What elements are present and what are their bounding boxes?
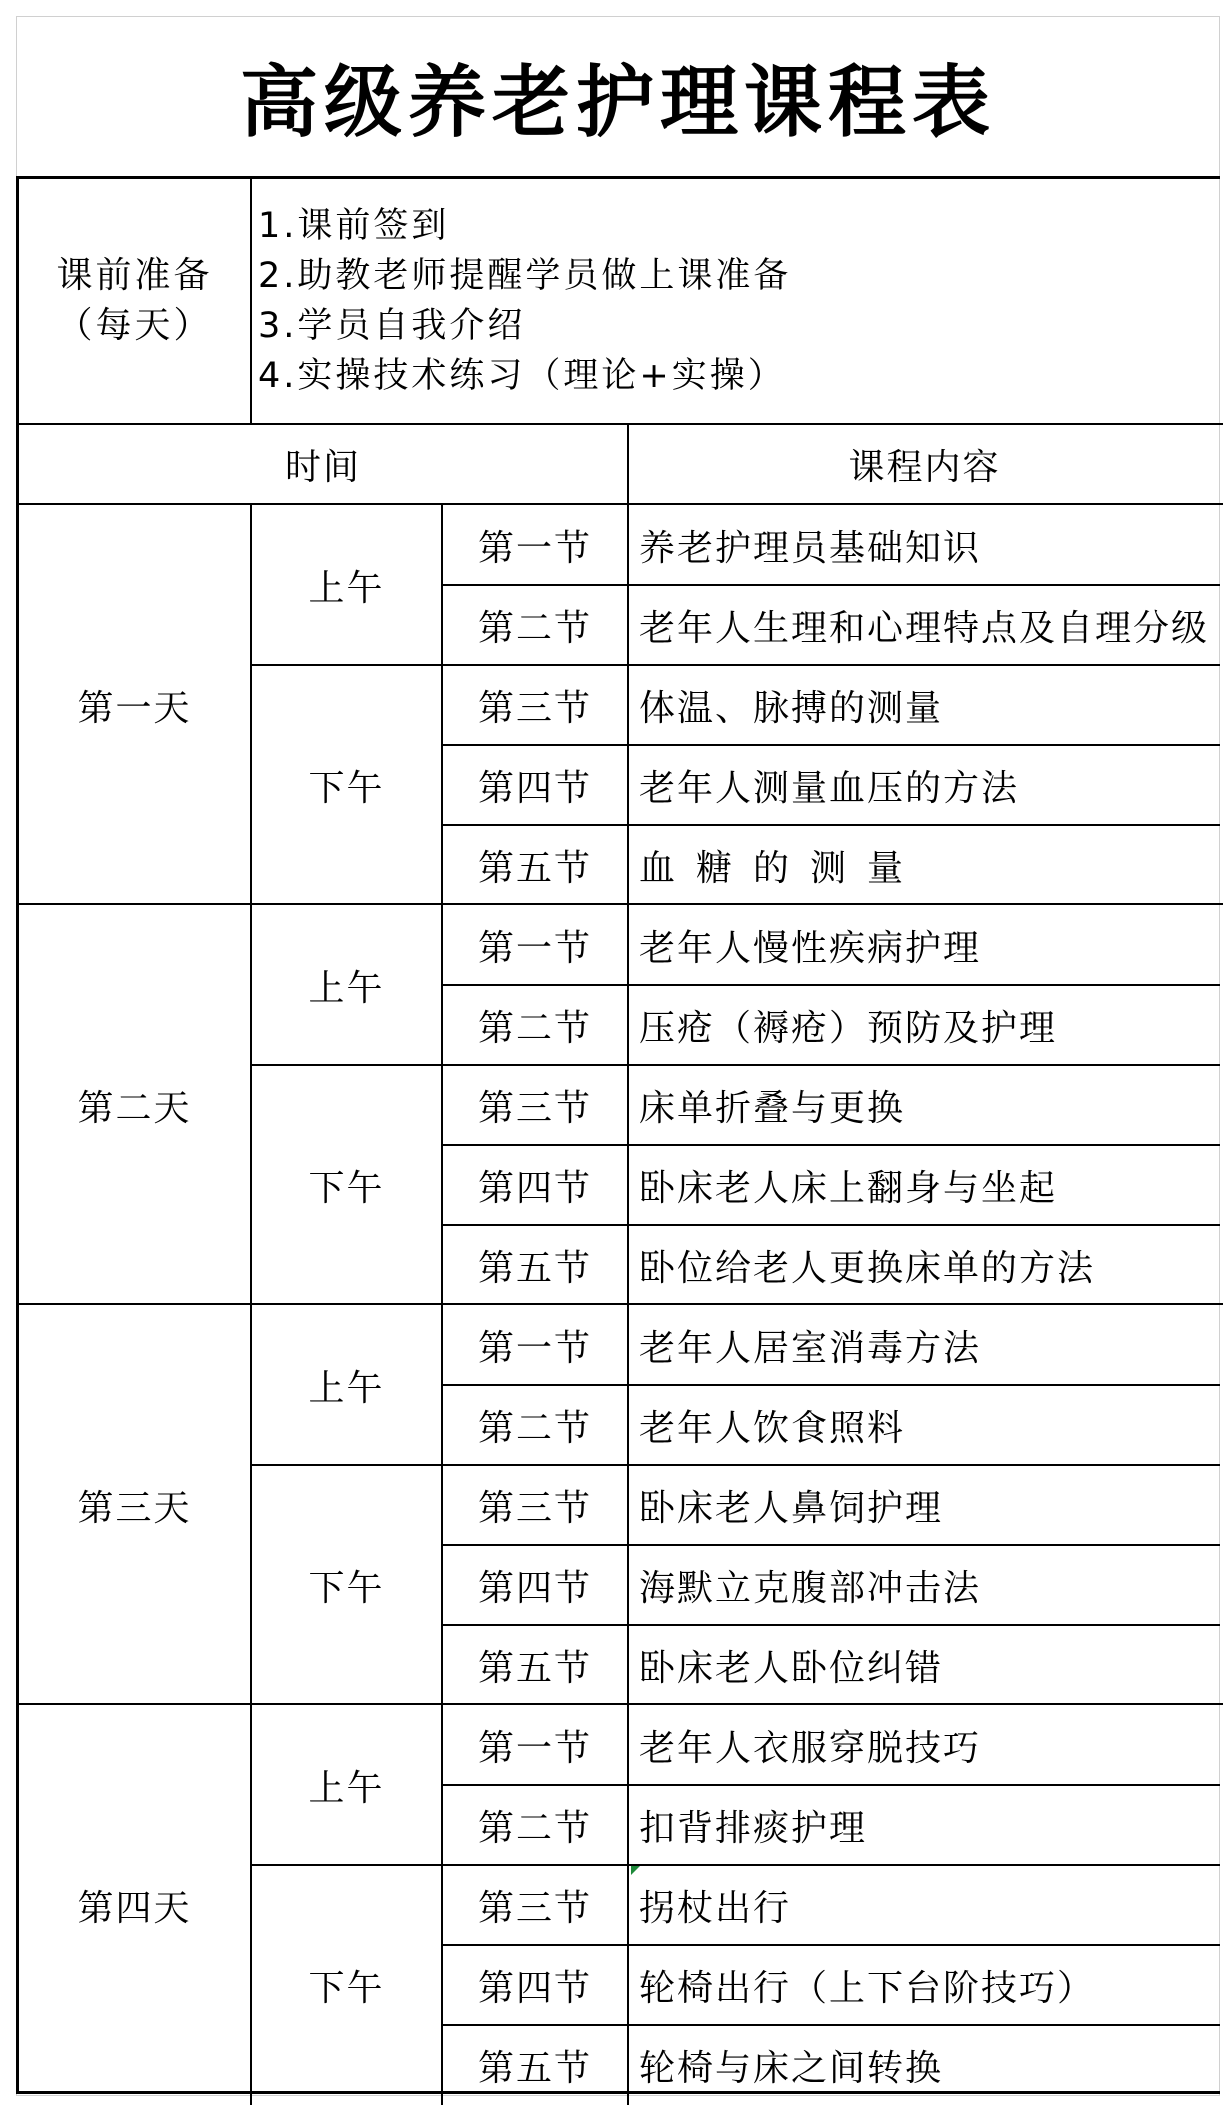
session-content: 轮椅与床之间转换 xyxy=(639,2047,944,2089)
half-column-line xyxy=(441,505,443,2105)
prep-label-line1: 课前准备 xyxy=(56,255,213,296)
session-content: 老年人饮食照料 xyxy=(639,1407,906,1449)
session-divider xyxy=(443,1784,1220,1786)
day-divider xyxy=(19,1703,1223,1705)
session-content: 海默立克腹部冲击法 xyxy=(639,1567,982,1609)
session-content: 卧床老人鼻饲护理 xyxy=(639,1487,944,1529)
session-number: 第五节 xyxy=(477,2047,592,2089)
session-content: 轮椅出行（上下台阶技巧） xyxy=(639,1967,1096,2009)
session-number: 第一节 xyxy=(477,927,592,969)
session-divider xyxy=(443,1544,1220,1546)
session-number: 第一节 xyxy=(477,1327,592,1369)
session-divider xyxy=(443,744,1220,746)
session-divider xyxy=(443,1064,1220,1066)
session-content: 卧床老人卧位纠错 xyxy=(639,1647,944,1689)
prep-item: 3.学员自我介绍 xyxy=(258,306,526,346)
session-number: 第三节 xyxy=(477,1887,592,1929)
session-content: 老年人居室消毒方法 xyxy=(639,1327,982,1369)
schedule-table xyxy=(16,176,1220,2094)
header-content: 课程内容 xyxy=(848,446,1001,488)
day-label: 第四天 xyxy=(77,1887,192,1929)
day-divider xyxy=(19,1303,1223,1305)
session-content: 老年人测量血压的方法 xyxy=(639,767,1020,809)
session-content: 扣背排痰护理 xyxy=(639,1807,868,1849)
day-label: 第二天 xyxy=(77,1087,192,1129)
session-content: 养老护理员基础知识 xyxy=(639,527,982,569)
prep-item: 2.助教老师提醒学员做上课准备 xyxy=(258,256,792,296)
session-divider xyxy=(443,1944,1220,1946)
session-divider xyxy=(443,824,1220,826)
day-label: 第三天 xyxy=(77,1487,192,1529)
session-divider xyxy=(443,1144,1220,1146)
half-day-divider xyxy=(252,1464,443,1466)
session-divider xyxy=(443,2024,1220,2026)
prep-label-line2: （每天） xyxy=(56,305,213,346)
session-divider xyxy=(443,584,1220,586)
half-day-divider xyxy=(252,1864,443,1866)
prep-item: 4.实操技术练习（理论+实操） xyxy=(258,356,786,396)
session-divider xyxy=(443,1384,1220,1386)
day-label: 第一天 xyxy=(77,687,192,729)
session-number: 第四节 xyxy=(477,1967,592,2009)
session-content: 血糖的测量 xyxy=(639,847,925,889)
prep-divider xyxy=(250,179,252,423)
session-number: 第三节 xyxy=(477,1487,592,1529)
half-day-morning: 上午 xyxy=(308,967,385,1009)
half-day-afternoon: 下午 xyxy=(308,1967,385,2009)
header-divider xyxy=(627,425,629,505)
session-content: 拐杖出行 xyxy=(639,1887,792,1929)
session-divider xyxy=(443,664,1220,666)
session-divider xyxy=(443,1464,1220,1466)
session-content: 床单折叠与更换 xyxy=(639,1087,906,1129)
half-day-morning: 上午 xyxy=(308,567,385,609)
session-number: 第五节 xyxy=(477,1247,592,1289)
session-number: 第三节 xyxy=(477,1087,592,1129)
session-number: 第二节 xyxy=(477,1007,592,1049)
half-day-divider xyxy=(252,664,443,666)
half-day-afternoon: 下午 xyxy=(308,767,385,809)
day-divider xyxy=(19,903,1223,905)
half-day-divider xyxy=(252,1064,443,1066)
header-time: 时间 xyxy=(284,446,361,488)
prep-bottom xyxy=(19,423,1223,425)
session-number: 第五节 xyxy=(477,1647,592,1689)
page-title: 高级养老护理课程表 xyxy=(239,58,996,148)
session-number: 第三节 xyxy=(477,687,592,729)
session-content: 老年人慢性疾病护理 xyxy=(639,927,982,969)
day-column-line xyxy=(250,505,252,2105)
session-number: 第四节 xyxy=(477,767,592,809)
session-number: 第二节 xyxy=(477,1407,592,1449)
half-day-morning: 上午 xyxy=(308,1367,385,1409)
session-divider xyxy=(443,1624,1220,1626)
session-content: 体温、脉搏的测量 xyxy=(639,687,944,729)
half-day-morning: 上午 xyxy=(308,1767,385,1809)
session-content: 老年人生理和心理特点及自理分级 xyxy=(639,607,1210,649)
prep-item: 1.课前签到 xyxy=(258,206,450,246)
session-divider xyxy=(443,984,1220,986)
half-day-afternoon: 下午 xyxy=(308,1167,385,1209)
prep-items-cell xyxy=(252,179,1220,423)
session-content: 卧床老人床上翻身与坐起 xyxy=(639,1167,1058,1209)
session-number: 第二节 xyxy=(477,607,592,649)
half-day-afternoon: 下午 xyxy=(308,1567,385,1609)
prep-label-cell xyxy=(19,179,250,423)
session-number: 第一节 xyxy=(477,1727,592,1769)
day-divider xyxy=(19,503,1223,505)
session-divider xyxy=(443,1864,1220,1866)
session-number: 第四节 xyxy=(477,1567,592,1609)
session-number: 第四节 xyxy=(477,1167,592,1209)
session-number: 第二节 xyxy=(477,1807,592,1849)
session-number: 第五节 xyxy=(477,847,592,889)
content-column-line xyxy=(627,505,629,2105)
cell-marker-icon xyxy=(631,1866,640,1875)
session-content: 卧位给老人更换床单的方法 xyxy=(639,1247,1096,1289)
session-divider xyxy=(443,1224,1220,1226)
session-number: 第一节 xyxy=(477,527,592,569)
session-content: 老年人衣服穿脱技巧 xyxy=(639,1727,982,1769)
session-content: 压疮（褥疮）预防及护理 xyxy=(639,1007,1058,1049)
